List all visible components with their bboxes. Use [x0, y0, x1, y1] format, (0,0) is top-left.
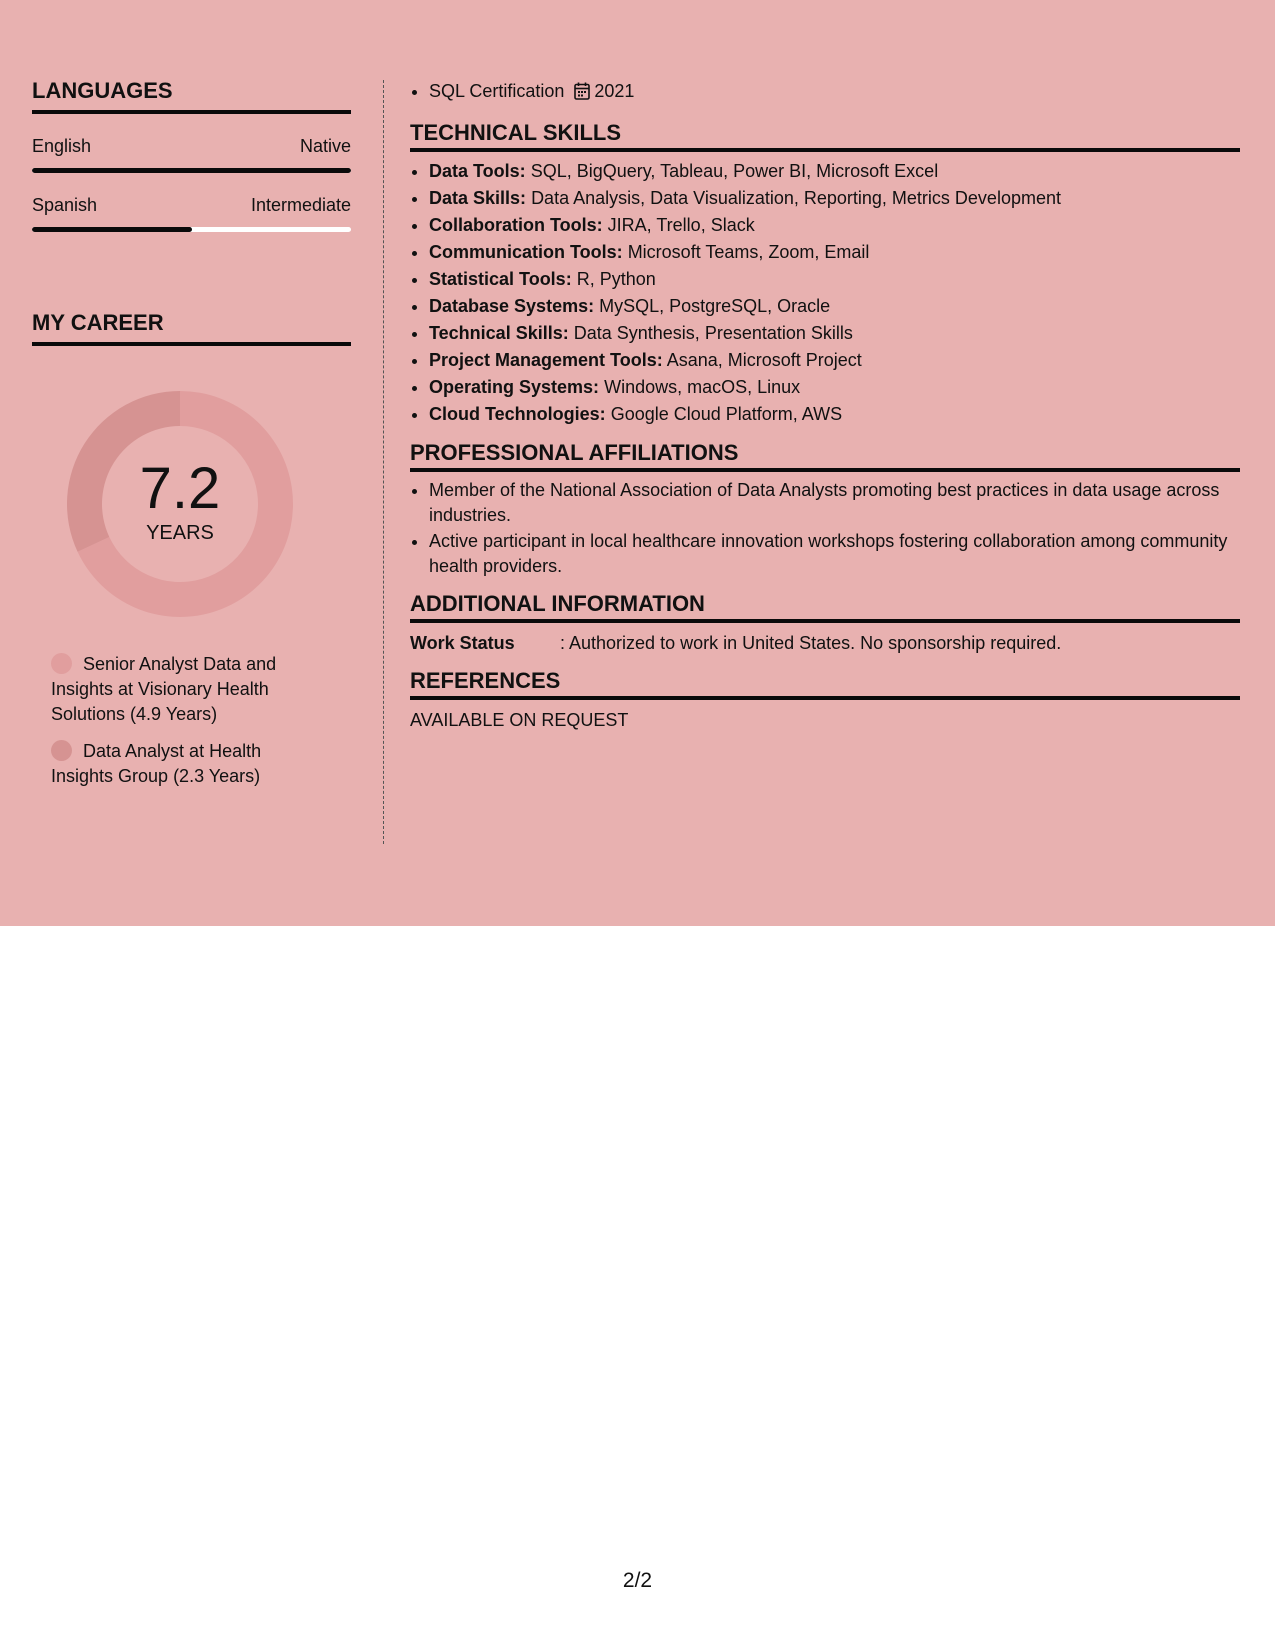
legend-dot-icon — [51, 740, 72, 761]
skill-item — [429, 266, 1240, 293]
language-proficiency-bar — [32, 168, 351, 173]
skill-value: SQL, BigQuery, Tableau, Power BI, Microsoft Excel — [530, 161, 939, 181]
career-donut-chart — [66, 390, 294, 618]
career-legend-item — [51, 652, 311, 727]
legend-dot-icon — [51, 653, 72, 674]
donut-center-label — [66, 458, 294, 545]
career-heading: MY CAREER — [32, 310, 351, 346]
skill-item — [429, 158, 1240, 185]
skill-item — [429, 347, 1240, 374]
skill-item — [429, 374, 1240, 401]
additional-info-heading: ADDITIONAL INFORMATION — [410, 591, 1240, 623]
skill-label: Cloud Technologies: — [429, 404, 606, 424]
skill-value: Google Cloud Platform, AWS — [610, 404, 843, 424]
language-level: Intermediate — [250, 195, 351, 215]
language-item — [32, 136, 351, 173]
column-divider — [383, 80, 384, 844]
calendar-icon — [574, 81, 590, 108]
technical-skills-heading: TECHNICAL SKILLS — [410, 120, 1240, 152]
skill-value: Data Synthesis, Presentation Skills — [573, 323, 853, 343]
language-item — [32, 195, 351, 232]
skill-value: Data Analysis, Data Visualization, Reporting, Metrics Development — [531, 188, 1061, 208]
career-legend-item — [51, 739, 311, 789]
language-name: Spanish — [32, 195, 98, 215]
certification-name: SQL Certification — [429, 81, 565, 101]
certification-list — [410, 78, 1240, 108]
skill-value: JIRA, Trello, Slack — [607, 215, 755, 235]
skill-label: Statistical Tools: — [429, 269, 572, 289]
skill-label: Project Management Tools: — [429, 350, 663, 370]
certification-year: 2021 — [594, 81, 635, 101]
references-heading: REFERENCES — [410, 668, 1240, 700]
skill-item — [429, 293, 1240, 320]
career-legend — [51, 652, 311, 789]
skill-label: Database Systems: — [429, 296, 595, 316]
language-proficiency-fill — [32, 227, 192, 232]
skill-value: MySQL, PostgreSQL, Oracle — [599, 296, 831, 316]
technical-skills-list — [410, 158, 1240, 428]
skill-label: Data Tools: — [429, 161, 526, 181]
main-content — [410, 78, 1240, 731]
references-text: AVAILABLE ON REQUEST — [410, 710, 629, 730]
page-number: 2/2 — [622, 1569, 653, 1592]
skill-value: Windows, macOS, Linux — [604, 377, 801, 397]
language-level: Native — [299, 136, 351, 156]
skill-label: Data Skills: — [429, 188, 527, 208]
legend-label: Senior Analyst Data and Insights at Visionary Health Solutions (4.9 Years) — [51, 654, 277, 724]
affiliations-list — [410, 478, 1240, 579]
languages-heading: LANGUAGES — [32, 78, 351, 114]
career-total-years: 7.2 — [139, 456, 221, 521]
skill-label: Operating Systems: — [429, 377, 600, 397]
sidebar — [32, 78, 351, 801]
skill-value: R, Python — [576, 269, 656, 289]
affiliation-item: • Active participant in local healthcare innovation workshops fostering collaboration among community health providers. — [429, 529, 1240, 579]
skill-item — [429, 239, 1240, 266]
skill-item — [429, 212, 1240, 239]
affiliations-heading: PROFESSIONAL AFFILIATIONS — [410, 440, 1240, 472]
language-proficiency-bar — [32, 227, 351, 232]
skill-value: Asana, Microsoft Project — [666, 350, 862, 370]
language-proficiency-fill — [32, 168, 351, 173]
skill-label: Technical Skills: — [429, 323, 569, 343]
work-status-row — [410, 631, 1240, 656]
work-status-label: Work Status — [410, 633, 515, 653]
legend-label: Data Analyst at Health Insights Group (2.3 Years) — [51, 741, 262, 786]
skill-item — [429, 401, 1240, 428]
work-status-value: : Authorized to work in United States. No sponsorship required. — [560, 633, 1062, 653]
skill-value: Microsoft Teams, Zoom, Email — [627, 242, 870, 262]
certification-item — [429, 78, 1240, 108]
affiliation-item: • Member of the National Association of Data Analysts promoting best practices in data usage across industries. — [429, 478, 1240, 528]
skill-item — [429, 320, 1240, 347]
language-name: English — [32, 136, 92, 156]
career-total-unit: YEARS — [146, 522, 214, 544]
skill-label: Collaboration Tools: — [429, 215, 603, 235]
skill-item — [429, 185, 1240, 212]
skill-label: Communication Tools: — [429, 242, 623, 262]
